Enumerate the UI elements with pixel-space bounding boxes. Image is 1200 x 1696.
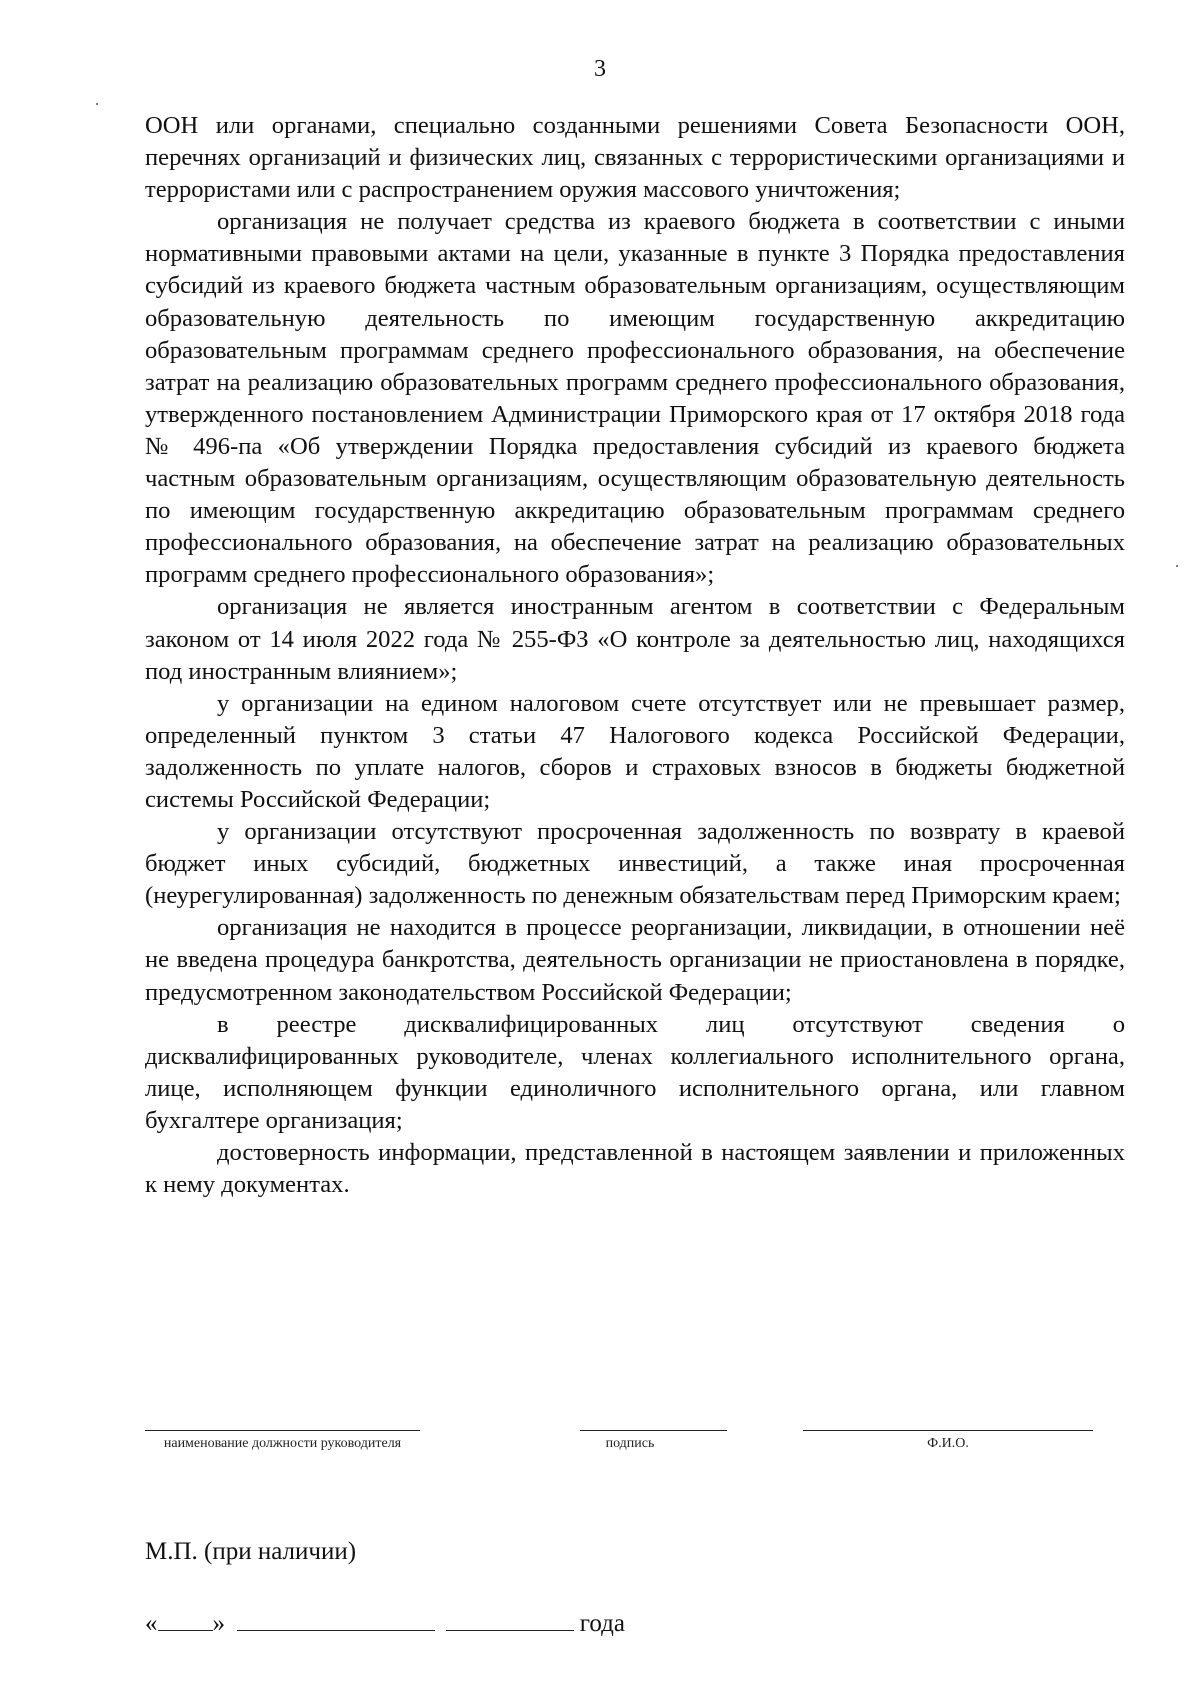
scan-speck [96,103,98,105]
paragraph-regional-budget: организация не получает средства из краевого бюджета в соответствии с иными нормативными правовыми актами на цели, указанные в пункте 3 Порядка предоставления субсидий из краевого бюджета частным образовательным организациям, осуществляющим образовательную деятельность по имеющим государственную аккредитацию образовательным программам среднего профессионального образования, на обеспечение затрат на реализацию образовательных программ среднего профессионального образования, утвержденного постановлением Администрации Приморского края от 17 октября 2018 года № 496-па «Об утверждении Порядка предоставления субсидий из краевого бюджета частным образовательным организациям, осуществляющим образовательную деятельность по имеющим государственную аккредитацию образовательным программам среднего профессионального образования, на обеспечение затрат на реализацию образовательных программ среднего профессионального образования»; [145,208,1125,589]
paragraph-reorganization: организация не находится в процессе реорганизации, ликвидации, в отношении неё не введена процедура банкротства, деятельность организации не приостановлена в порядке, предусмотренном законодательством Российской Федерации; [145,914,1125,1006]
stamp-label: М.П. (при наличии) [145,1538,357,1565]
paragraph-information-accuracy: достоверность информации, представленной в настоящем заявлении и приложенных к нему документах. [145,1139,1125,1199]
name-line[interactable] [803,1430,1093,1431]
name-caption: Ф.И.О. [927,1436,969,1451]
signature-block [0,1430,1200,1470]
date-line [145,1608,625,1638]
date-open-quote: « [145,1610,158,1637]
paragraph-disqualified-persons: в реестре дисквалифицированных лиц отсутствуют сведения о дисквалифицированных руководителе, членах коллегиального исполнительного органа, лице, исполняющем функции единоличного исполнительного органа, или главном бухгалтере организация; [145,1010,1125,1134]
position-caption: наименование должности руководителя [163,1436,402,1451]
year-word: года [579,1610,625,1637]
date-close-quote: » [212,1610,225,1637]
page-number: 3 [594,56,606,82]
paragraph-foreign-agent: организация не является иностранным агентом в соответствии с Федеральным законом от 14 июля 2022 года № 255-ФЗ «О контроле за деятельностью лиц, находящихся под иностранным влиянием»; [145,593,1125,685]
paragraph-overdue-debt: у организации отсутствуют просроченная задолженность по возврату в краевой бюджет иных субсидий, бюджетных инвестиций, а также иная просроченная (неурегулированная) задолженность по денежным обязательствам перед Приморским краем; [145,818,1125,910]
year-blank[interactable] [446,1608,574,1631]
paragraph-tax-debt: у организации на едином налоговом счете отсутствует или не превышает размер, определенный пунктом 3 статьи 47 Налогового кодекса Российской Федерации, задолженность по уплате налогов, сборов и страховых взносов в бюджеты бюджетной системы Российской Федерации; [145,689,1125,813]
month-blank[interactable] [237,1608,435,1631]
document-body [145,110,1125,1201]
scan-speck [1176,565,1178,567]
day-blank[interactable] [158,1608,213,1631]
paragraph-continuation: ООН или органами, специально созданными решениями Совета Безопасности ООН, перечнях организаций и физических лиц, связанных с террористическими организациями и террористами или с распространением оружия массового уничтожения; [145,112,1125,204]
signature-caption: подпись [605,1436,655,1451]
signature-line[interactable] [580,1430,727,1431]
position-line[interactable] [145,1430,420,1431]
